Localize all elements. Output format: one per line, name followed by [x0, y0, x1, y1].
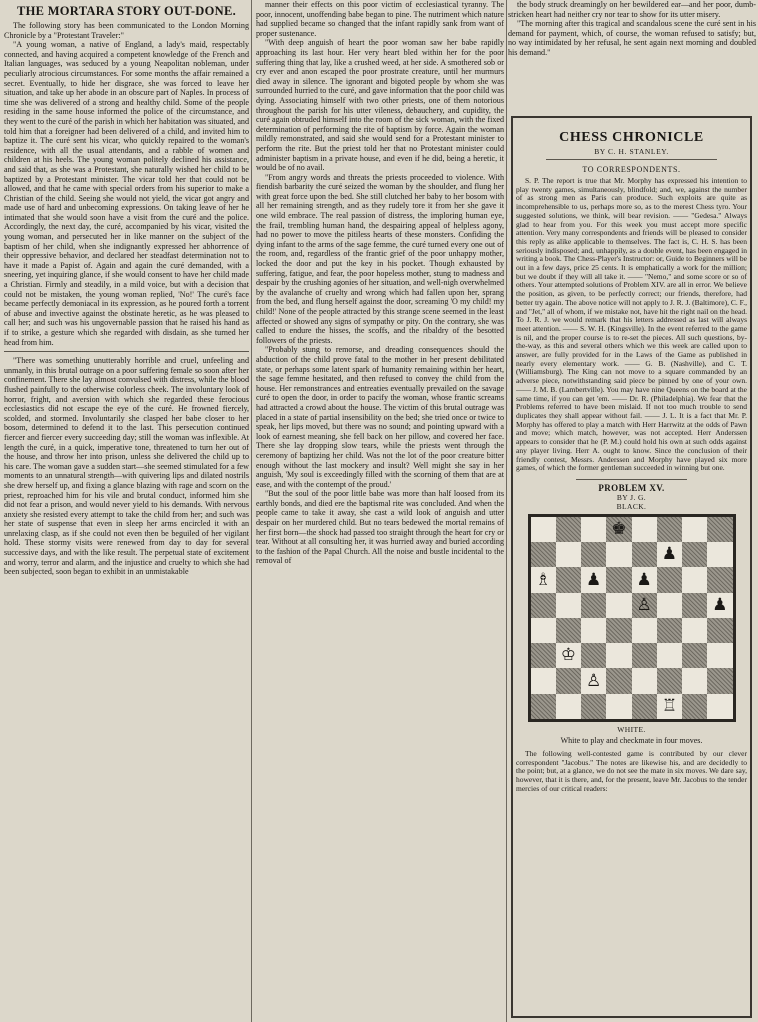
paragraph: The following story has been communicated to the London Morning Chronicle by a "Protestant Traveler:" — [4, 21, 249, 40]
article-body-column2 — [256, 0, 504, 566]
board-square — [682, 517, 707, 542]
board-square — [606, 643, 631, 668]
board-square — [581, 542, 606, 567]
article-body-continued — [4, 356, 249, 577]
board-square — [531, 542, 556, 567]
board-square — [632, 668, 657, 693]
board-square — [657, 643, 682, 668]
board-square — [632, 618, 657, 643]
board-square — [707, 694, 732, 719]
paragraph: "Probably stung to remorse, and dreading consequences should the abduction of the child prove fatal to the mother in her present debilitated state, or perhaps some latent spark of humanity remaining within her heart, the sage femme hesitated, and then refused to convey the child from the house. Her remonstrances and entreaties eventually prevailed on the savage curé to open the door, in order to pacify the woman, whose frantic screams had attracted a crowd about the house. The victim of this brutal outrage was placed in a state of partial insensibility on the bed; she tried once or twice to speak, her lips moved, but there was no sound; and pointing upward with a look of earnest meaning, she fell back on her pillow, and covered her face. There she lay dropping slow tears, while the priests went through the ceremony of baptizing her child. Was not the lot of the poor creature bitter enough without the last mockery and insult? Well might she say in her anguish, 'My soul is exceedingly filled with the scorning of them that are at ease, and with the contempt of the proud.' — [256, 345, 504, 489]
board-square — [556, 643, 581, 668]
board-square — [682, 593, 707, 618]
board-square — [556, 517, 581, 542]
problem-author: BY J. G. — [616, 492, 647, 502]
column-chess — [508, 0, 756, 1022]
board-square — [606, 593, 631, 618]
board-square — [606, 618, 631, 643]
chess-piece: ♙ — [586, 670, 602, 691]
section-divider — [4, 351, 249, 352]
paragraph: manner their effects on this poor victim of ecclesiastical tyranny. The poor, innocent, unoffending babe began to pine. The nutriment which nature had supplied became so changed that the infant rapidly sank from want of proper sustenance. — [256, 0, 504, 38]
chess-board — [528, 514, 736, 722]
board-square — [682, 694, 707, 719]
board-square — [707, 542, 732, 567]
correspondents-body — [516, 177, 747, 473]
board-square — [682, 618, 707, 643]
board-square — [707, 643, 732, 668]
column-mortara-story — [4, 0, 249, 1022]
paragraph: "There was something unutterably horrible and cruel, unfeeling and unmanly, in this brutal outrage on a poor suffering female so soon after her confinement. There she lay almost convulsed with distress, while the blood flushed painfully to the otherwise colorless cheek. The involuntary look of horror, fright, and aversion with which she regarded these ferocious ecclesiastics did not escape the eye of the curé. He frowned fiercely, scolded, and stormed. Involuntarily she clasped her babe closer to her bosom, determined to defend it to the last. This persecution continued fiercer and fiercer every succeeding day; still the woman was inflexible. At length the curé, in a quick, imperative tone, threatened to turn her out of the house, and throw her into prison, unless she delivered the child up to his care. The woman gave a sudden start—she seemed stimulated for a few moments to an unnatural strength—with quivering lips and dilated nostrils she drew herself up, and fixing a glance blazing with rage and scorn on the priest, reproached him for his vile and brutal conduct, informed him she did not fear a prison, and would never yield to his demands. With nervous anxiety she resisted every attempt to take the child from her; and such was her state of suspense that even in sleep her arms encircled it with an unrelaxing clasp, as if she could not even then be beguiled of her vigilant hold. These stormy visits were renewed from day to day for several successive days, and with the like result. The perpetual state of excitement and worry, terror and alarm, and the injustice and cruelty to which she had been subjected, soon began to exhibit in an unmistakable — [4, 356, 249, 577]
chess-piece: ♟ — [586, 569, 602, 590]
article-body-column3 — [508, 0, 756, 58]
paragraph: "With deep anguish of heart the poor woman saw her babe rapidly approaching its last hour. Her very heart bled within her for the poor suffering thing that lay, like a crushed weed, at her side. A smothered sob or cry ever and anon escaped the poor prostrate creature, until her murmurs died away in silence. The ignorant and bigoted people by whom she was surrounded hurried to the curé, and gave information that the poor child was dying. Associating himself with two other priests, one of them notorious throughout the parish for his utter vileness, debauchery, and cupidity, the curé again obtruded himself into the room of the sick woman, with the fixed determination of performing the rite of baptism by force. Again the woman mildly remonstrated, and said she would send for a Protestant minister to perform the rite. But the priest told her that no Protestant minister could administer baptism in a private house, and even if he did, being a heretic, it would be of no avail. — [256, 38, 504, 173]
chess-piece: ♟ — [661, 544, 677, 565]
board-square — [657, 668, 682, 693]
board-square — [556, 567, 581, 592]
article-title: THE MORTARA STORY OUT-DONE. — [16, 4, 237, 18]
board-square — [581, 668, 606, 693]
paragraph: S. P. The report is true that Mr. Morphy has expressed his intention to play twenty games, simultaneously, blindfold; and, we, against the number of as strong men as Paris can produce. Such exploits are quite as incomprehensible to us, perhaps more so, as to the merest Chess tyro. Your suggested solutions, we think, will bear revision. —— "Gedesa." Always glad to hear from you. For this week you must accept more specific attention. Very many correspondents and friends will be pleased to consider this reply as alike applicable to themselves. The fact is, C. H. S. has been seriously indisposed; and, unhappily, as a double event, has been engaged in writing a book. The Chess-Player's Instructor: or, Guide to Beginners will be out in a few days, price 25 cents. It is emphatically a work for the million; but we doubt if they will all take it. —— "Nemo," and some score or so of others. Your attempted solutions of Problem XIV. are all in error. We believe the position, as given, to be perfectly correct; our friends, therefore, had better try again. The above notice will not apply to J. R. J. (Baltimore), C. F., and "Jet," all of whom, if we mistake not, have hit the right nail on the head. To J. R. J. we would remark that his letters addressed as last will always meet attention. —— S. W. H. (Kingsville). In the event referred to the game is nil, and the proper course is to re-set the pieces. All such questions, by-the-way, as this and several others which we this week are called upon to answer, are fully provided for in the Laws of the Game as published in nearly every elementary work. —— G. B. (Nashville), and C. T. (Williamsburg). The King can not move to a square commanded by an adverse piece, notwithstanding said piece be pinned by one of your own. —— J. M. B. (Lambertville). You may have nine Queens on the board at the same time, if you can get 'em. —— Dr. R. (Philadelphia). We fear that the Problems referred to have been mislaid. If not too much trouble to send duplicates they shall appear without fail. —— J. L. It is a fact that Mr. P. Morphy has offered to play a match with Herr Harrwitz at the odds of Pawn and move; which match, however, was not accepted. Herr Anderssen appears to consider that he (P. M.) could hold his own at such odds against any player living. Herr A. ought to know. Since the conclusion of their friendly contest, Messrs. Anderssen and Morphy have played six more games, of which the former gentleman succeeded in winning but one. — [516, 176, 747, 473]
board-square — [657, 618, 682, 643]
paragraph: "A young woman, a native of England, a lady's maid, respectably connected, and having acquired a competent knowledge of the French and Italian languages, was seduced by a young Neapolitan nobleman, under peculiarly atrocious circumstances. For some months the affair remained a secret. Eventually, to hide her disgrace, she was forced to leave her situation, and take up her abode in an obscure part of Naples. In process of time she was delivered of a strong and healthy child. Some of the people residing in the same house informed the police of the circumstance, and they went to the curé of the parish in which her habitation was situated, and told him that a foreigner had been delivered of a child, and invited him to baptize it. The curé sent his vicar, who quickly repaired to the woman's residence, with all the usual attendants, and a rabble of women and children at his heels. The young woman politely declined his assistance, and said that, as she was a Protestant, she naturally wished her child to be baptized by a Protestant minister. The vicar told her that could not be allowed, and that he came with special orders from his superior to make a Christian of the child. Seeing she would not yield, the vicar got angry and made use of hard and unbecoming expressions. On taking leave of her he intimated that she would soon have a visit from the curé and the police. Accordingly, the next day, the curé, accompanied by his vicar, visited the young woman, and persecuted her in like manner on the subject of the baptism of her child, when she indignantly expressed her abhorrence of their oppressive behavior, and declared her steadfast determination not to have it made a Papist of. Again and again the curé demanded, with a sneering, yet inquiring glance, if she would consent to have her child made a Christian. Firmly and steadily, in a mild voice, but with a decision that could not be mistaken, the young woman replied, 'No!' The curé's face became perfectly demoniacal in its expression, as he poured forth a torrent of abuse and invective against the obstinate heretic, as he was pleased to call her; and such was his ungovernable passion that he raised his hand as if to strike, a gesture which she regarded with disdain, as she turned her head from him. — [4, 40, 249, 347]
board-square — [531, 517, 556, 542]
board-square — [531, 618, 556, 643]
black-label: BLACK. — [616, 501, 647, 511]
chess-piece: ♟ — [636, 569, 652, 590]
board-square — [707, 593, 732, 618]
board-square — [657, 517, 682, 542]
board-square — [606, 517, 631, 542]
board-square — [581, 517, 606, 542]
board-caption: White to play and checkmate in four moves. — [560, 735, 703, 745]
column-rule — [251, 0, 252, 1022]
chess-byline: BY C. H. STANLEY. — [594, 147, 669, 156]
chess-piece: ♚ — [611, 519, 627, 540]
board-square — [682, 643, 707, 668]
paragraph: "But the soul of the poor little babe was more than half loosed from its earthly bonds, and died ere the baptismal rite was concluded. And when the people came to take it away, she cast a wild look of anguish and utter despair on her murdered child. But no tears bedewed the mortal remains of her first born—the shock had passed too straight through the heart for cry or tear. Without at all consulting her, it was hurried away and buried according to the fashion of the Papal Church. All the noise and bustle incidental to the removal of — [256, 489, 504, 566]
column-story-continued — [256, 0, 504, 1022]
chess-chronicle-box — [511, 116, 752, 1018]
board-square — [632, 567, 657, 592]
problem-section — [516, 483, 747, 745]
white-label: WHITE. — [617, 724, 646, 734]
board-square — [581, 567, 606, 592]
board-square — [531, 567, 556, 592]
board-square — [707, 567, 732, 592]
chess-piece: ♗ — [535, 569, 551, 590]
chess-piece: ♔ — [560, 645, 576, 666]
board-square — [657, 593, 682, 618]
board-square — [632, 542, 657, 567]
board-square — [632, 593, 657, 618]
board-square — [632, 517, 657, 542]
game-intro-paragraph: The following well-contested game is contributed by our clever correspondent "Jacobus." The notes are likewise his, and are decidedly to the point; but, at a glance, we do not see the mate in six moves. We dare say, however, that it is there, and, for the present, leave Mr. Jacobus to the tender mercies of our critical readers: — [516, 748, 747, 793]
problem-divider — [576, 479, 687, 480]
board-square — [606, 668, 631, 693]
board-square — [632, 643, 657, 668]
board-square — [556, 694, 581, 719]
board-square — [707, 618, 732, 643]
board-square — [556, 593, 581, 618]
board-square — [581, 643, 606, 668]
board-square — [606, 567, 631, 592]
board-square — [707, 668, 732, 693]
board-square — [707, 517, 732, 542]
board-square — [556, 542, 581, 567]
board-square — [606, 694, 631, 719]
article-body — [4, 21, 249, 347]
paragraph: "From angry words and threats the priests proceeded to violence. With fiendish barbarity the curé seized the woman by the shoulder, and flung her with great force upon the bed. She still clutched her baby to her bosom with all her remaining strength, and as they rudely tore it from her she gave it one wild embrace. The real passion of distress, the imploring human eye, the frail, trembling human hand, the despairing appeal of helpless agony, had no power to move the pitiless hearts of these monsters. Confiding the dying infant to the arms of the sage femme, the curé turned every one out of the room, and, regardless of the frantic grief of the poor unhappy mother, locked the door and put the key in his pocket. Though exhausted by suffering, fatigue, and fear, the poor hopeless mother, stung to madness and despair by the crushing agonies of her situation, and well-nigh overwhelmed by the avalanche of cruelty and wrong which had fallen upon her, sprang from the bed, and flung herself against the door, screaming 'O my child! my child!' None of the people attracted by this strange scene seemed in the least affected or showed any signs of sympathy or pity. On the contrary, she was called to endure the hisses, the scoffs, and the ribaldry of the besotted followers of the priests. — [256, 172, 504, 345]
board-square — [556, 668, 581, 693]
board-square — [531, 694, 556, 719]
chess-divider — [546, 159, 717, 160]
paragraph: "The morning after this tragical and scandalous scene the curé sent in his demand for payment, which, of course, the woman refused to satisfy; but, no way intimidated by her refusal, he sent again next morning and doubled his demand." — [508, 19, 756, 57]
board-square — [632, 694, 657, 719]
correspondents-heading: TO CORRESPONDENTS. — [582, 165, 681, 174]
column-rule — [506, 0, 507, 1022]
board-square — [531, 593, 556, 618]
board-square — [531, 668, 556, 693]
board-square — [556, 618, 581, 643]
board-square — [657, 567, 682, 592]
paragraph: the body struck dreamingly on her bewildered ear—and her poor, dumb-stricken heart had neither cry nor tear to show for its utter misery. — [508, 0, 756, 19]
board-square — [581, 694, 606, 719]
board-square — [682, 542, 707, 567]
board-square — [581, 593, 606, 618]
board-square — [581, 618, 606, 643]
board-square — [682, 567, 707, 592]
board-square — [606, 542, 631, 567]
board-square — [531, 643, 556, 668]
chess-piece: ♙ — [636, 594, 652, 615]
chess-piece: ♟ — [712, 594, 728, 615]
chess-piece: ♖ — [661, 695, 677, 716]
problem-title: PROBLEM XV. — [598, 482, 665, 493]
board-square — [682, 668, 707, 693]
chess-title: CHESS CHRONICLE — [559, 130, 704, 145]
board-square — [657, 694, 682, 719]
board-square — [657, 542, 682, 567]
